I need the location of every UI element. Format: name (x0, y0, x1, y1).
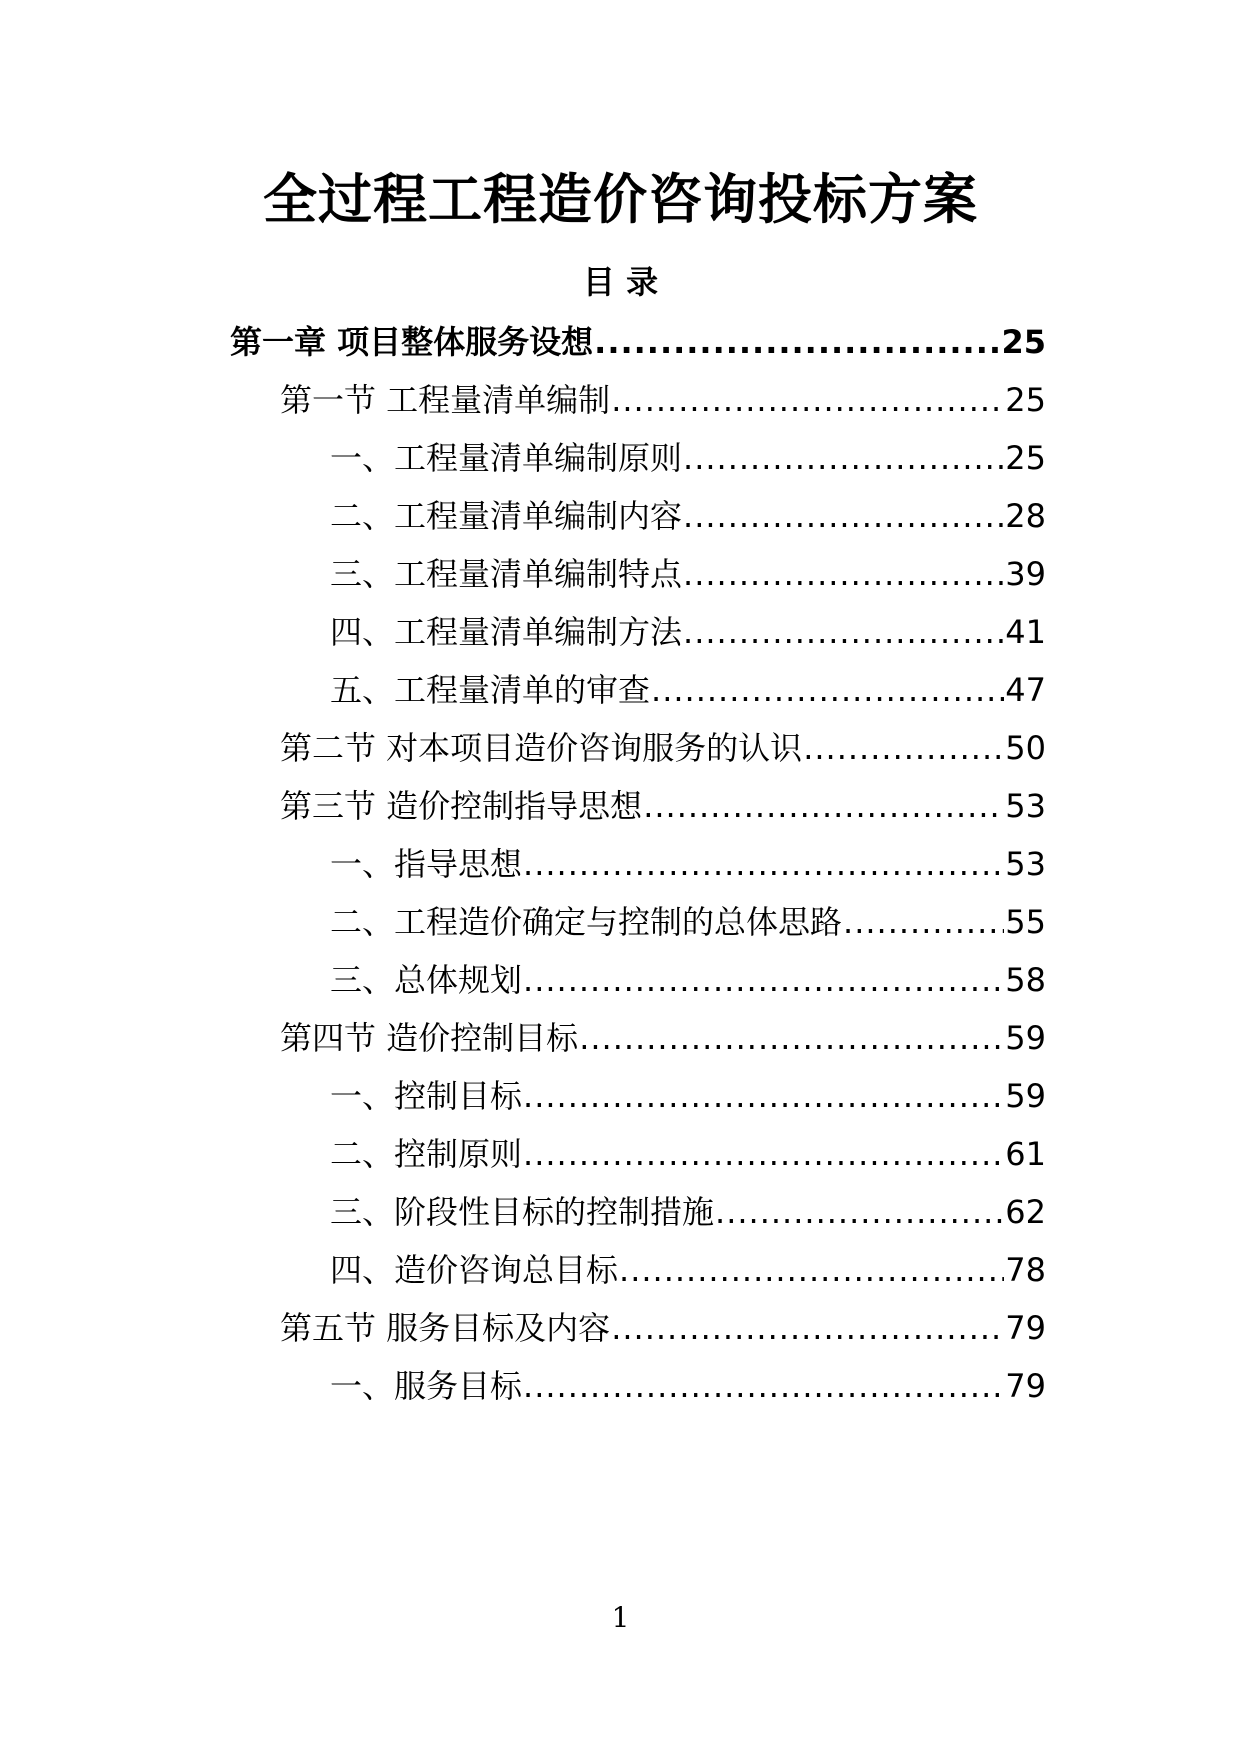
toc-entry-title: 三、工程量清单编制特点 (330, 555, 683, 593)
toc-dot-leader (651, 668, 1004, 712)
toc-entry-subsection[interactable] (330, 1364, 1046, 1408)
toc-entry-page: 59 (1005, 1077, 1046, 1115)
toc-entry-page: 79 (1005, 1309, 1046, 1347)
toc-entry-subsection[interactable] (330, 552, 1046, 596)
toc-entry-page: 79 (1005, 1367, 1046, 1405)
toc-entry-page: 28 (1005, 497, 1046, 535)
toc-dot-leader (523, 842, 1004, 886)
toc-dot-leader (523, 958, 1004, 1002)
toc-entry-title: 第三节 造价控制指导思想 (280, 787, 643, 825)
toc-entry-page: 25 (1001, 323, 1046, 361)
toc-entry-subsection[interactable] (330, 958, 1046, 1002)
toc-entry-page: 78 (1005, 1251, 1046, 1289)
toc-dot-leader (683, 436, 1004, 480)
toc-dot-leader (683, 552, 1004, 596)
toc-entry-subsection[interactable] (330, 1132, 1046, 1176)
toc-entry-title: 一、控制目标 (330, 1077, 523, 1115)
toc-dot-leader (843, 900, 1004, 944)
toc-entry-section[interactable] (280, 378, 1046, 422)
toc-entry-title: 四、工程量清单编制方法 (330, 613, 683, 651)
toc-entry-page: 41 (1005, 613, 1046, 651)
toc-dot-leader (611, 1306, 1004, 1350)
toc-entry-subsection[interactable] (330, 1248, 1046, 1292)
toc-entry-section[interactable] (280, 726, 1046, 770)
toc-dot-leader (643, 784, 1004, 828)
toc-entry-subsection[interactable] (330, 1074, 1046, 1118)
toc-entry-subsection[interactable] (330, 900, 1046, 944)
toc-entry-title: 四、造价咨询总目标 (330, 1251, 619, 1289)
document-title: 全过程工程造价咨询投标方案 (263, 168, 978, 231)
toc-entry-subsection[interactable] (330, 436, 1046, 480)
toc-entry-subsection[interactable] (330, 494, 1046, 538)
toc-entry-page: 53 (1005, 787, 1046, 825)
toc-entry-page: 53 (1005, 845, 1046, 883)
toc-entry-title: 二、工程量清单编制内容 (330, 497, 683, 535)
toc-entry-page: 61 (1005, 1135, 1046, 1173)
toc-entry-page: 25 (1005, 439, 1046, 477)
toc-dot-leader (579, 1016, 1004, 1060)
toc-entry-title: 第五节 服务目标及内容 (280, 1309, 611, 1347)
toc-entry-title: 二、工程造价确定与控制的总体思路 (330, 903, 843, 941)
toc-entry-page: 39 (1005, 555, 1046, 593)
toc-entry-title: 一、指导思想 (330, 845, 523, 883)
toc-dot-leader (803, 726, 1004, 770)
toc-dot-leader (523, 1074, 1004, 1118)
toc-entry-page: 58 (1005, 961, 1046, 999)
toc-entry-title: 一、工程量清单编制原则 (330, 439, 683, 477)
toc-entry-title: 第一章 项目整体服务设想 (230, 323, 594, 361)
toc-dot-leader (619, 1248, 1004, 1292)
toc-entry-title: 三、阶段性目标的控制措施 (330, 1193, 715, 1231)
toc-dot-leader (594, 320, 1000, 364)
toc-dot-leader (611, 378, 1004, 422)
toc-entry-title: 五、工程量清单的审查 (330, 671, 651, 709)
page-number: 1 (611, 1601, 630, 1634)
toc-entry-subsection[interactable] (330, 610, 1046, 654)
toc-entry-title: 第二节 对本项目造价咨询服务的认识 (280, 729, 803, 767)
toc-entry-page: 55 (1005, 903, 1046, 941)
toc-entry-title: 第一节 工程量清单编制 (280, 381, 611, 419)
toc-dot-leader (715, 1190, 1004, 1234)
toc-entry-page: 47 (1005, 671, 1046, 709)
toc-entry-title: 二、控制原则 (330, 1135, 523, 1173)
toc-entry-subsection[interactable] (330, 1190, 1046, 1234)
toc-entry-title: 第四节 造价控制目标 (280, 1019, 579, 1057)
toc-entry-page: 50 (1005, 729, 1046, 767)
toc-heading: 目 录 (582, 263, 659, 301)
toc-entry-title: 一、服务目标 (330, 1367, 523, 1405)
toc-entry-subsection[interactable] (330, 842, 1046, 886)
toc-dot-leader (523, 1132, 1004, 1176)
toc-entry-page: 59 (1005, 1019, 1046, 1057)
toc-entry-section[interactable] (280, 1016, 1046, 1060)
toc-entry-subsection[interactable] (330, 668, 1046, 712)
toc-entry-page: 62 (1005, 1193, 1046, 1231)
toc-dot-leader (683, 610, 1004, 654)
toc-entry-chapter-1[interactable] (230, 320, 1046, 364)
toc-entry-page: 25 (1005, 381, 1046, 419)
toc-entry-section[interactable] (280, 784, 1046, 828)
toc-entry-section[interactable] (280, 1306, 1046, 1350)
toc-entry-title: 三、总体规划 (330, 961, 523, 999)
toc-dot-leader (683, 494, 1004, 538)
toc-dot-leader (523, 1364, 1004, 1408)
